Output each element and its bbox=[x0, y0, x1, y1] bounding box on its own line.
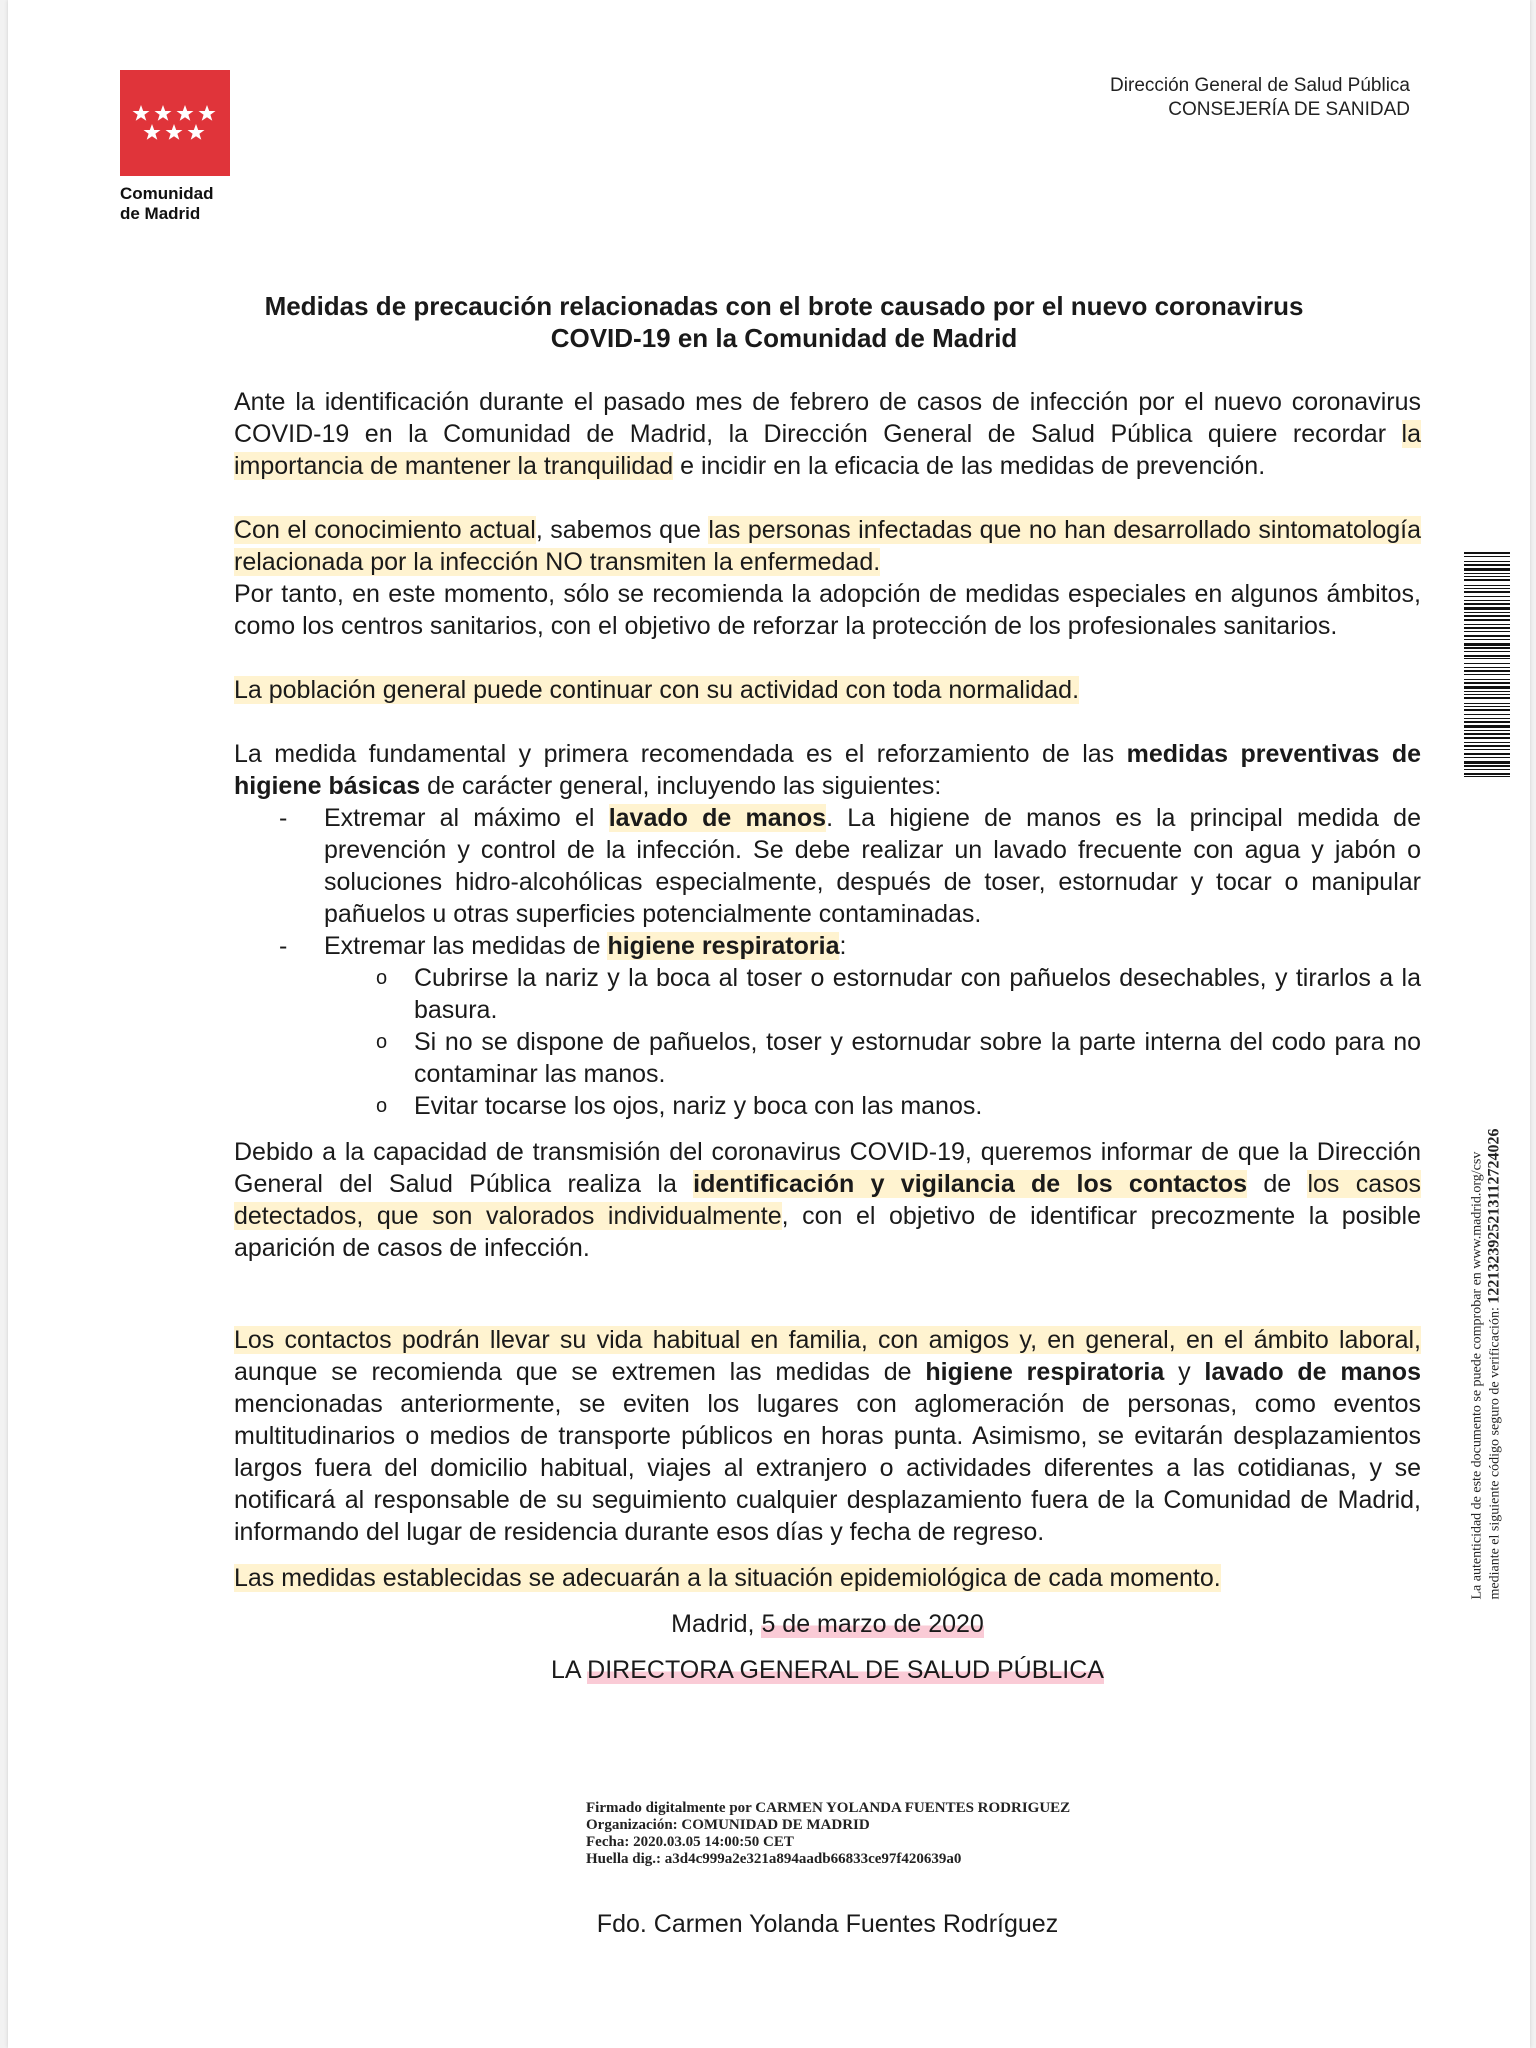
p5-text-a: La medida fundamental y primera recomendada es el reforzamiento de las bbox=[234, 740, 1127, 768]
signature-fingerprint: Huella dig.: a3d4c999a2e321a894aadb66833ce97f420639a0 bbox=[586, 1851, 962, 1867]
item2-text-a: Extremar las medidas de bbox=[324, 932, 608, 960]
barcode-bar bbox=[1464, 556, 1510, 557]
item1-text-c: . La higiene de manos es la principal medida de prevención y control de la infección. Se debe realizar un lavado frecuente con agua y jabón o soluciones hidro-alcohólicas especialmente, después de toser, estornudar y tocar o manipular pañuelos u otras superficies potencialmente contaminadas. bbox=[324, 804, 1421, 928]
barcode-bar bbox=[1464, 686, 1510, 689]
p7-highlight-a: Los contactos podrán llevar su vida habitual en familia, con amigos y, en general, en el ámbito laboral, bbox=[234, 1326, 1421, 1354]
barcode bbox=[1464, 552, 1510, 777]
dash-bullet: - bbox=[279, 932, 288, 960]
barcode-bar bbox=[1464, 651, 1510, 652]
title-line1: Medidas de precaución relacionadas con el brote causado por el nuevo coronavirus bbox=[264, 291, 1304, 321]
closing-place-date bbox=[234, 1608, 1421, 1640]
sub-item-text: Evitar tocarse los ojos, nariz y boca con las manos. bbox=[414, 1092, 983, 1120]
verification-text bbox=[1469, 780, 1504, 1600]
barcode-bar bbox=[1464, 591, 1510, 593]
closing-role-prefix: LA bbox=[551, 1656, 588, 1684]
barcode-bar bbox=[1464, 679, 1510, 680]
barcode-bar bbox=[1464, 753, 1510, 755]
barcode-bar bbox=[1464, 607, 1510, 610]
barcode-bar bbox=[1464, 561, 1510, 562]
logo-text-line1: Comunidad bbox=[120, 184, 214, 203]
p7-text-b: aunque se recomienda que se extremen las medidas de bbox=[234, 1358, 926, 1386]
item2-bold-highlight: higiene respiratoria bbox=[607, 932, 840, 960]
barcode-bar bbox=[1464, 585, 1510, 586]
p6-text-a: Debido a la capacidad de transmisión del coronavirus COVID-19, queremos informar de que la Dirección General del Salud Pública realiza la bbox=[234, 1138, 1421, 1198]
barcode-bar bbox=[1464, 776, 1510, 777]
closing-date: 5 de marzo de 2020 bbox=[761, 1610, 984, 1638]
p7-text-d: y bbox=[1164, 1358, 1205, 1386]
signature-date: Fecha: 2020.03.05 14:00:50 CET bbox=[586, 1834, 794, 1850]
sub-item-text: Si no se dispone de pañuelos, toser y estornudar sobre la parte interna del codo para no contaminar las manos. bbox=[414, 1028, 1421, 1088]
document-title bbox=[234, 290, 1334, 354]
barcode-bar bbox=[1464, 745, 1510, 747]
barcode-bar bbox=[1464, 600, 1510, 601]
logo-flag bbox=[120, 70, 230, 176]
barcode-bar bbox=[1464, 624, 1510, 625]
barcode-bar bbox=[1464, 573, 1510, 574]
signature-organization: Organización: COMUNIDAD DE MADRID bbox=[586, 1817, 870, 1833]
p2-highlight-c: las personas infectadas que no han desarrollado sintomatología relacionada por la infección NO transmiten la enfermedad. bbox=[234, 516, 1422, 576]
barcode-bar bbox=[1464, 568, 1510, 571]
header-ministry: CONSEJERÍA DE SANIDAD bbox=[1168, 99, 1410, 120]
barcode-bar bbox=[1464, 658, 1510, 659]
p5-bold: medidas preventivas de higiene básicas bbox=[234, 740, 1421, 800]
item2-text-c: : bbox=[839, 932, 847, 960]
header-department-block bbox=[1110, 74, 1410, 122]
sublist-item bbox=[324, 1026, 1421, 1090]
paragraph-2 bbox=[234, 514, 1421, 578]
p1-text-c: e incidir en la eficacia de las medidas de prevención. bbox=[673, 452, 1266, 480]
barcode-bar bbox=[1464, 718, 1510, 719]
p6-bold-highlight: identificación y vigilancia de los contactos bbox=[693, 1170, 1248, 1198]
respiratory-sublist bbox=[324, 962, 1421, 1122]
barcode-bar bbox=[1464, 721, 1510, 723]
barcode-bar bbox=[1464, 627, 1510, 629]
closing-place: Madrid, bbox=[671, 1610, 762, 1638]
barcode-bar bbox=[1464, 631, 1510, 632]
item1-bold-highlight: lavado de manos bbox=[608, 804, 827, 832]
barcode-bar bbox=[1464, 576, 1510, 577]
verification-code: 1221323925213112724026 bbox=[1485, 1128, 1503, 1304]
dash-bullet: - bbox=[279, 804, 288, 832]
barcode-bar bbox=[1464, 596, 1510, 597]
barcode-bar bbox=[1464, 667, 1510, 668]
circle-bullet: o bbox=[376, 1095, 388, 1117]
verification-line2-text: mediante el siguiente código seguro de verificación: bbox=[1487, 1307, 1503, 1600]
barcode-bar bbox=[1464, 714, 1510, 715]
digital-signature-block bbox=[586, 1800, 1070, 1868]
p2-highlight-a: Con el conocimiento actual bbox=[234, 516, 536, 544]
sublist-item bbox=[324, 1090, 1421, 1122]
barcode-bar bbox=[1464, 691, 1510, 692]
barcode-bar bbox=[1464, 635, 1510, 637]
barcode-bar bbox=[1464, 682, 1510, 684]
barcode-bar bbox=[1464, 639, 1510, 640]
p1-highlight: la importancia de mantener la tranquilidad bbox=[234, 420, 1421, 480]
barcode-bar bbox=[1464, 670, 1510, 672]
paragraph-1 bbox=[234, 386, 1421, 482]
paragraph-4 bbox=[234, 674, 1421, 706]
signature-signed-by: Firmado digitalmente por CARMEN YOLANDA FUENTES RODRIGUEZ bbox=[586, 1800, 1071, 1816]
p6-text-e: , con el objetivo de identificar precozmente la posible aparición de casos de infección. bbox=[234, 1202, 1421, 1262]
circle-bullet: o bbox=[376, 967, 388, 989]
barcode-bar bbox=[1464, 757, 1510, 758]
barcode-bar bbox=[1464, 749, 1510, 750]
verification-line2 bbox=[1486, 780, 1504, 1600]
paragraph-3: Por tanto, en este momento, sólo se recomienda la adopción de medidas especiales en algunos ámbitos, como los centros sanitarios, con el objetivo de reforzar la protección de los profesionales sanitarios. bbox=[234, 580, 1421, 640]
list-item bbox=[234, 930, 1421, 1122]
barcode-bar bbox=[1464, 709, 1510, 711]
p7-text-f: mencionadas anteriormente, se eviten los lugares con aglomeración de personas, como eventos multitudinarios o medios de transporte públicos en horas punta. Asimismo, se evitarán desplazamientos largos fuera del domicilio habitual, viajes al extranjero o actividades diferentes a las cotidianas, y se notificará al responsable de su seguimiento cualquier desplazamiento fuera de la Comunidad de Madrid, informando del lugar de residencia durante esos días y fecha de regreso. bbox=[234, 1390, 1421, 1546]
comunidad-de-madrid-logo bbox=[120, 70, 232, 224]
header-department: Dirección General de Salud Pública bbox=[1110, 75, 1410, 96]
barcode-bar bbox=[1464, 643, 1510, 646]
barcode-bar bbox=[1464, 655, 1510, 657]
p5-text-c: de carácter general, incluyendo las siguientes: bbox=[420, 772, 942, 800]
verification-line1: La autenticidad de este documento se puede comprobar en www.madrid.org/csv bbox=[1469, 1151, 1485, 1600]
measures-list bbox=[234, 802, 1421, 1122]
barcode-bar bbox=[1464, 663, 1510, 664]
document-page bbox=[8, 0, 1530, 2048]
barcode-bar bbox=[1464, 703, 1510, 704]
paragraph-7 bbox=[234, 1324, 1421, 1548]
barcode-bar bbox=[1464, 603, 1510, 605]
seven-stars-icon bbox=[132, 103, 218, 143]
signer-name: Fdo. Carmen Yolanda Fuentes Rodríguez bbox=[596, 1910, 1059, 1938]
verification-sidebar bbox=[1456, 552, 1516, 1600]
barcode-bar bbox=[1464, 769, 1510, 770]
document-body bbox=[234, 386, 1421, 1686]
barcode-bar bbox=[1464, 588, 1510, 589]
closing-role-text: DIRECTORA GENERAL DE SALUD PÚBLICA bbox=[587, 1656, 1104, 1684]
barcode-bar bbox=[1464, 706, 1510, 707]
paragraph-6 bbox=[234, 1136, 1421, 1264]
p2-text-b: , sabemos que bbox=[535, 516, 709, 544]
title-line2: COVID-19 en la Comunidad de Madrid bbox=[550, 323, 1018, 353]
p6-text-c: de bbox=[1247, 1170, 1308, 1198]
barcode-bar bbox=[1464, 697, 1510, 699]
circle-bullet: o bbox=[376, 1031, 388, 1053]
list-item bbox=[234, 802, 1421, 930]
barcode-bar bbox=[1464, 674, 1510, 675]
barcode-bar bbox=[1464, 579, 1510, 581]
barcode-bar bbox=[1464, 612, 1510, 613]
p7-bold-c: higiene respiratoria bbox=[925, 1358, 1165, 1386]
barcode-bar bbox=[1464, 647, 1510, 649]
barcode-bar bbox=[1464, 742, 1510, 743]
paragraph-8 bbox=[234, 1562, 1421, 1594]
barcode-bar bbox=[1464, 737, 1510, 739]
sub-item-text: Cubrirse la nariz y la boca al toser o estornudar con pañuelos desechables, y tirarlos a la basura. bbox=[414, 964, 1421, 1024]
barcode-bar bbox=[1464, 619, 1510, 621]
barcode-bar bbox=[1464, 564, 1510, 566]
sublist-item bbox=[324, 962, 1421, 1026]
barcode-bar bbox=[1464, 552, 1510, 554]
p7-bold-e: lavado de manos bbox=[1204, 1358, 1421, 1386]
barcode-bar bbox=[1464, 694, 1510, 695]
paragraph-5 bbox=[234, 738, 1421, 802]
p8-highlight: Las medidas establecidas se adecuarán a la situación epidemiológica de cada momento. bbox=[234, 1564, 1221, 1592]
barcode-bar bbox=[1464, 773, 1510, 775]
logo-text-line2: de Madrid bbox=[120, 204, 201, 223]
p6-highlight-d: los casos detectados, que son valorados individualmente bbox=[234, 1170, 1422, 1230]
closing-role bbox=[234, 1654, 1421, 1686]
barcode-bar bbox=[1464, 765, 1510, 767]
item1-text-a: Extremar al máximo el bbox=[324, 804, 609, 832]
barcode-bar bbox=[1464, 730, 1510, 731]
p1-text-a: Ante la identificación durante el pasado mes de febrero de casos de infección por el nuevo coronavirus COVID-19 en la Comunidad de Madrid, la Dirección General de Salud Pública quiere recordar bbox=[234, 388, 1421, 448]
barcode-bar bbox=[1464, 761, 1510, 764]
barcode-bar bbox=[1464, 733, 1510, 735]
p4-highlight: La población general puede continuar con su actividad con toda normalidad. bbox=[234, 676, 1080, 704]
barcode-bar bbox=[1464, 615, 1510, 617]
barcode-bar bbox=[1464, 725, 1510, 728]
